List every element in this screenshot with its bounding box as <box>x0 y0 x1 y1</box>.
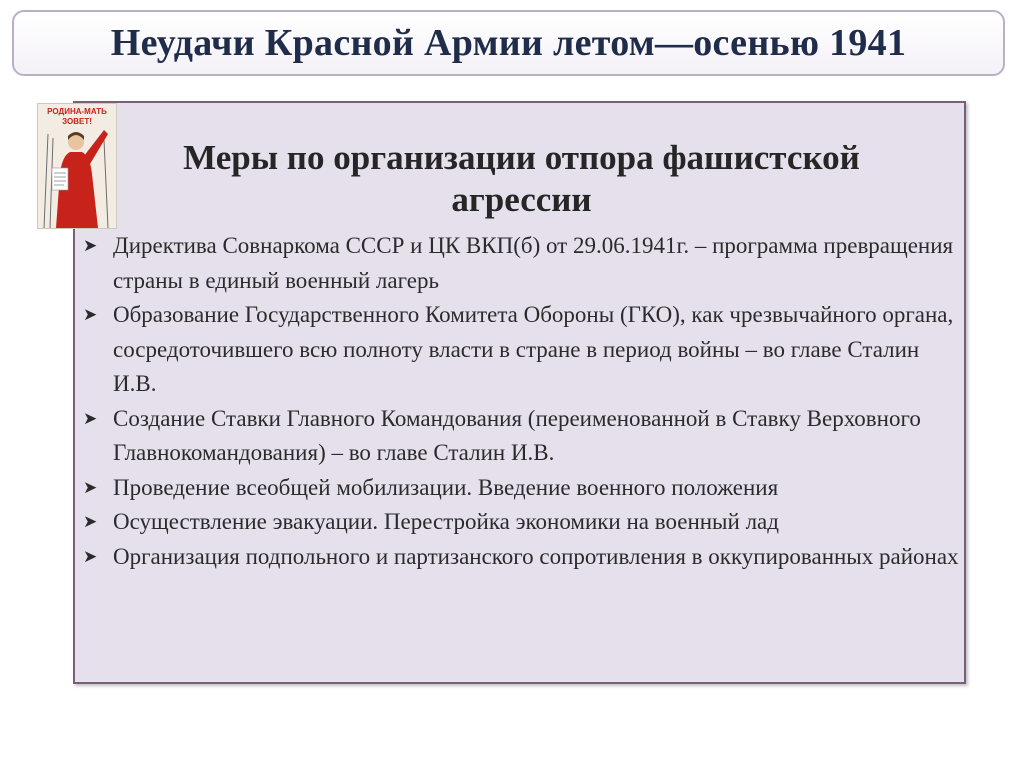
list-item <box>83 298 963 402</box>
arrowhead-bullet-icon: ➤ <box>83 236 98 256</box>
title-banner <box>12 10 1005 76</box>
list-item <box>83 505 963 540</box>
list-item <box>83 402 963 471</box>
list-item <box>83 540 963 575</box>
section-heading: Меры по организации отпора фашистской агрессии <box>183 138 860 219</box>
list-item-text: Директива Совнаркома СССР и ЦК ВКП(б) от 29.06.1941г. – программа превращения страны в единый военный лагерь <box>113 233 954 293</box>
arrowhead-bullet-icon: ➤ <box>83 305 98 325</box>
poster-caption-line1: РОДИНА-МАТЬ <box>47 107 107 116</box>
poster-illustration <box>38 104 116 228</box>
content-panel <box>73 101 966 684</box>
arrowhead-bullet-icon: ➤ <box>83 546 98 567</box>
measures-list <box>83 229 963 574</box>
poster-caption-line2: ЗОВЕТ! <box>62 117 92 126</box>
list-item-text: Образование Государственного Комитета Обороны (ГКО), как чрезвычайного органа, сосредоточившего всю полноту власти в стране в период войны – во главе Сталин И.В. <box>113 302 954 396</box>
list-item-text: Проведение всеобщей мобилизации. Введение военного положения <box>113 474 779 500</box>
slide-title: Неудачи Красной Армии летом—осенью 1941 <box>110 22 907 64</box>
motherland-calls-poster-image <box>37 103 117 229</box>
arrowhead-bullet-icon: ➤ <box>83 477 98 498</box>
list-item <box>83 229 963 298</box>
arrowhead-bullet-icon: ➤ <box>83 512 98 532</box>
list-item-text: Осуществление эвакуации. Перестройка экономики на военный лад <box>113 509 779 534</box>
list-item-text: Организация подпольного и партизанского сопротивления в оккупированных районах <box>113 543 959 569</box>
list-item-text: Создание Ставки Главного Командования (переименованной в Ставку Верховного Главнокомандования) – во главе Сталин И.В. <box>113 405 921 465</box>
list-item <box>83 471 963 506</box>
arrowhead-bullet-icon: ➤ <box>83 408 98 429</box>
